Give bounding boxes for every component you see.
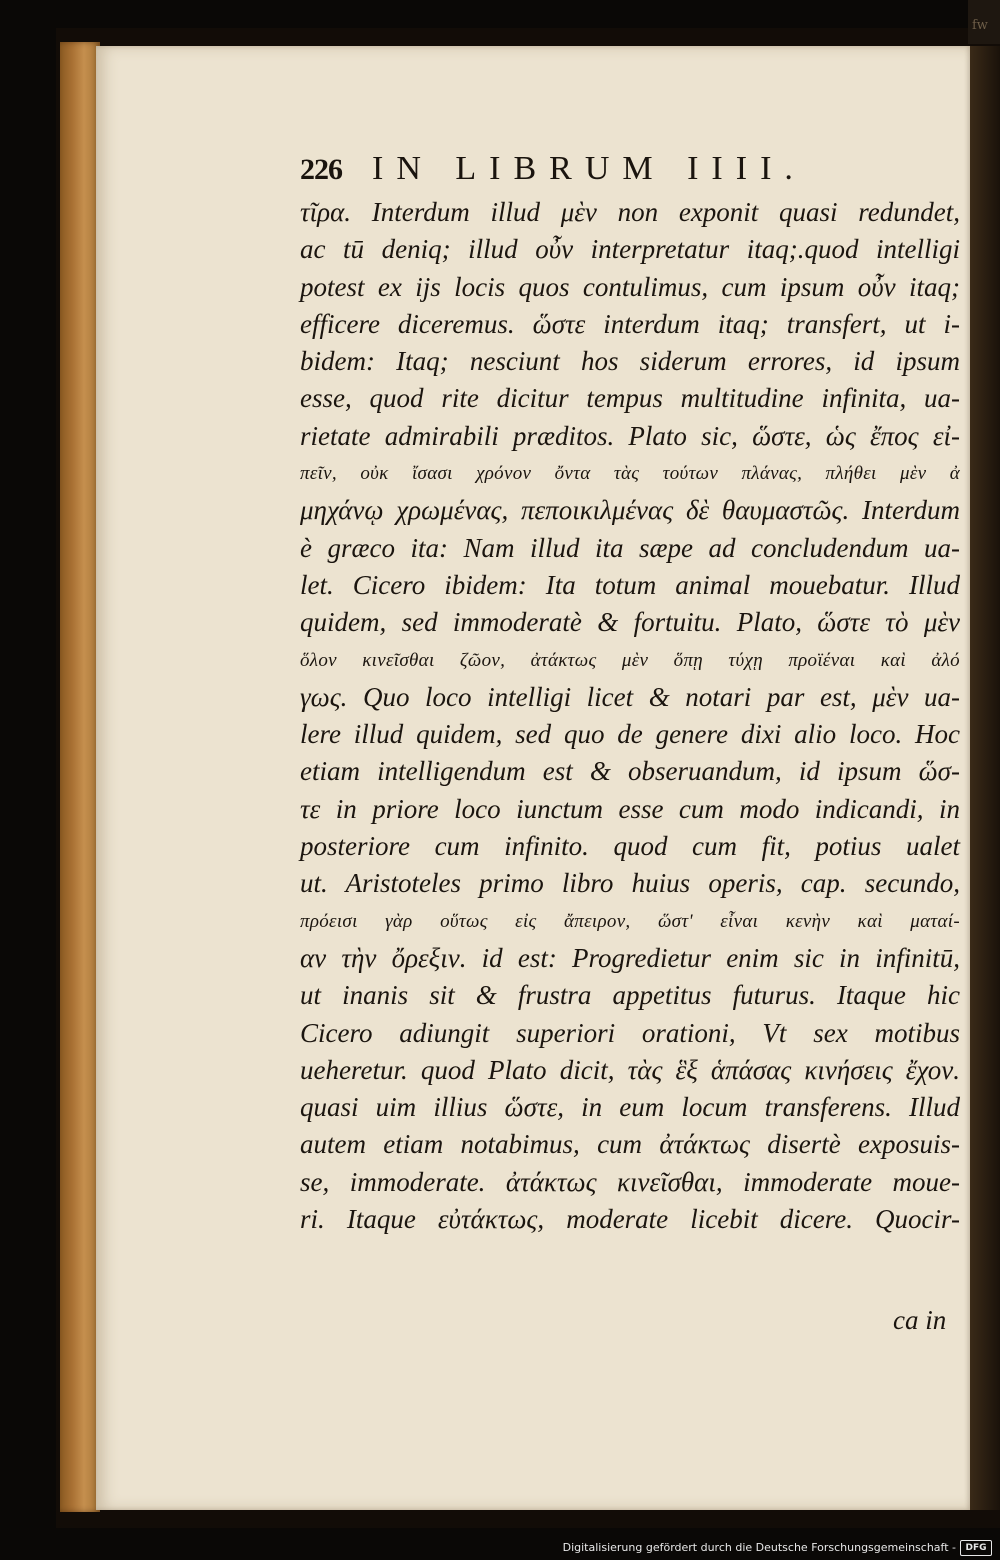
- funding-notice: Digitalisierung gefördert durch die Deutsche Forschungsgemeinschaft -: [562, 1541, 956, 1554]
- text-line: μηχάνῳ χρωμένας, πεποικιλμένας δὲ θαυμαστῶς. Interdum: [300, 495, 960, 526]
- text-line: ri. Itaque εὐτάκτως, moderate licebit dicere. Quocir-: [300, 1204, 960, 1235]
- text-line: etiam intelligendum est & obseruandum, id ipsum ὥσ-: [300, 756, 960, 787]
- text-line: τε in priore loco iunctum esse cum modo indicandi, in: [300, 793, 960, 824]
- text-line: πεῖν, οὐκ ἴσασι χρόνον ὄντα τὰς τούτων πλάνας, πλήθει μὲν ἀ: [300, 463, 960, 485]
- running-title: IN LIBRUM IIII.: [372, 150, 806, 187]
- text-line: potest ex ijs locis quos contulimus, cum ipsum οὖν itaq;: [300, 271, 960, 302]
- text-line: quasi uim illius ὥστε, in eum locum transferens. Illud: [300, 1092, 960, 1123]
- text-line: let. Cicero ibidem: Ita totum animal mouebatur. Illud: [300, 569, 960, 600]
- running-head: [300, 150, 960, 188]
- top-tab-label: fw: [972, 18, 988, 33]
- body-text: [300, 194, 960, 1238]
- book-edge: [60, 42, 100, 1512]
- text-line: ueheretur. quod Plato dicit, τὰς ἓξ ἁπάσας κινήσεις ἔχον.: [300, 1054, 960, 1085]
- text-line: autem etiam notabimus, cum ἀτάκτως disertè exposuis-: [300, 1129, 960, 1160]
- text-line: lere illud quidem, sed quo de genere dixi alio loco. Hoc: [300, 719, 960, 750]
- text-line: ac tū deniq; illud οὖν interpretatur itaq;.quod intelligi: [300, 234, 960, 265]
- text-line: efficere diceremus. ὥστε interdum itaq; transfert, ut i-: [300, 308, 960, 339]
- text-line: ὅλον κινεῖσθαι ζῶον, ἀτάκτως μὲν ὅπῃ τύχῃ προϊέναι καὶ ἀλό: [300, 649, 960, 671]
- text-line: se, immoderate. ἀτάκτως κινεῖσθαι, immoderate moue-: [300, 1166, 960, 1197]
- text-line: πρόεισι γὰρ οὕτως εἰς ἄπειρον, ὥστ' εἶναι κενὴν καὶ ματαί-: [300, 910, 960, 932]
- text-line: Cicero adiungit superiori orationi, Vt sex motibus: [300, 1017, 960, 1048]
- text-line: rietate admirabili præditos. Plato sic, ὥστε, ὡς ἔπος εἰ-: [300, 420, 960, 451]
- page-number: 226: [300, 153, 342, 186]
- text-line: γως. Quo loco intelligi licet & notari par est, μὲν ua-: [300, 681, 960, 712]
- text-line: quidem, sed immoderatè & fortuitu. Plato, ὥστε τὸ μὲν: [300, 607, 960, 638]
- right-binding-shadow: [970, 46, 1000, 1510]
- text-line: ut. Aristoteles primo libro huius operis, cap. secundo,: [300, 868, 960, 899]
- text-line: ut inanis sit & frustra appetitus futurus. Itaque hic: [300, 980, 960, 1011]
- dfg-logo: DFG: [960, 1540, 992, 1556]
- text-line: bidem: Itaq; nesciunt hos siderum errores, id ipsum: [300, 346, 960, 377]
- text-line: τῖρα. Interdum illud μὲν non exponit quasi redundet,: [300, 197, 960, 227]
- catchword: ca in: [893, 1305, 947, 1335]
- text-line: posteriore cum infinito. quod cum fit, potius ualet: [300, 831, 960, 862]
- text-line: esse, quod rite dicitur tempus multitudine infinita, ua-: [300, 383, 960, 414]
- text-line: è græco ita: Nam illud ita sæpe ad concludendum ua-: [300, 532, 960, 563]
- text-line: αν τὴν ὄρεξιν. id est: Progredietur enim sic in infinitū,: [300, 942, 960, 973]
